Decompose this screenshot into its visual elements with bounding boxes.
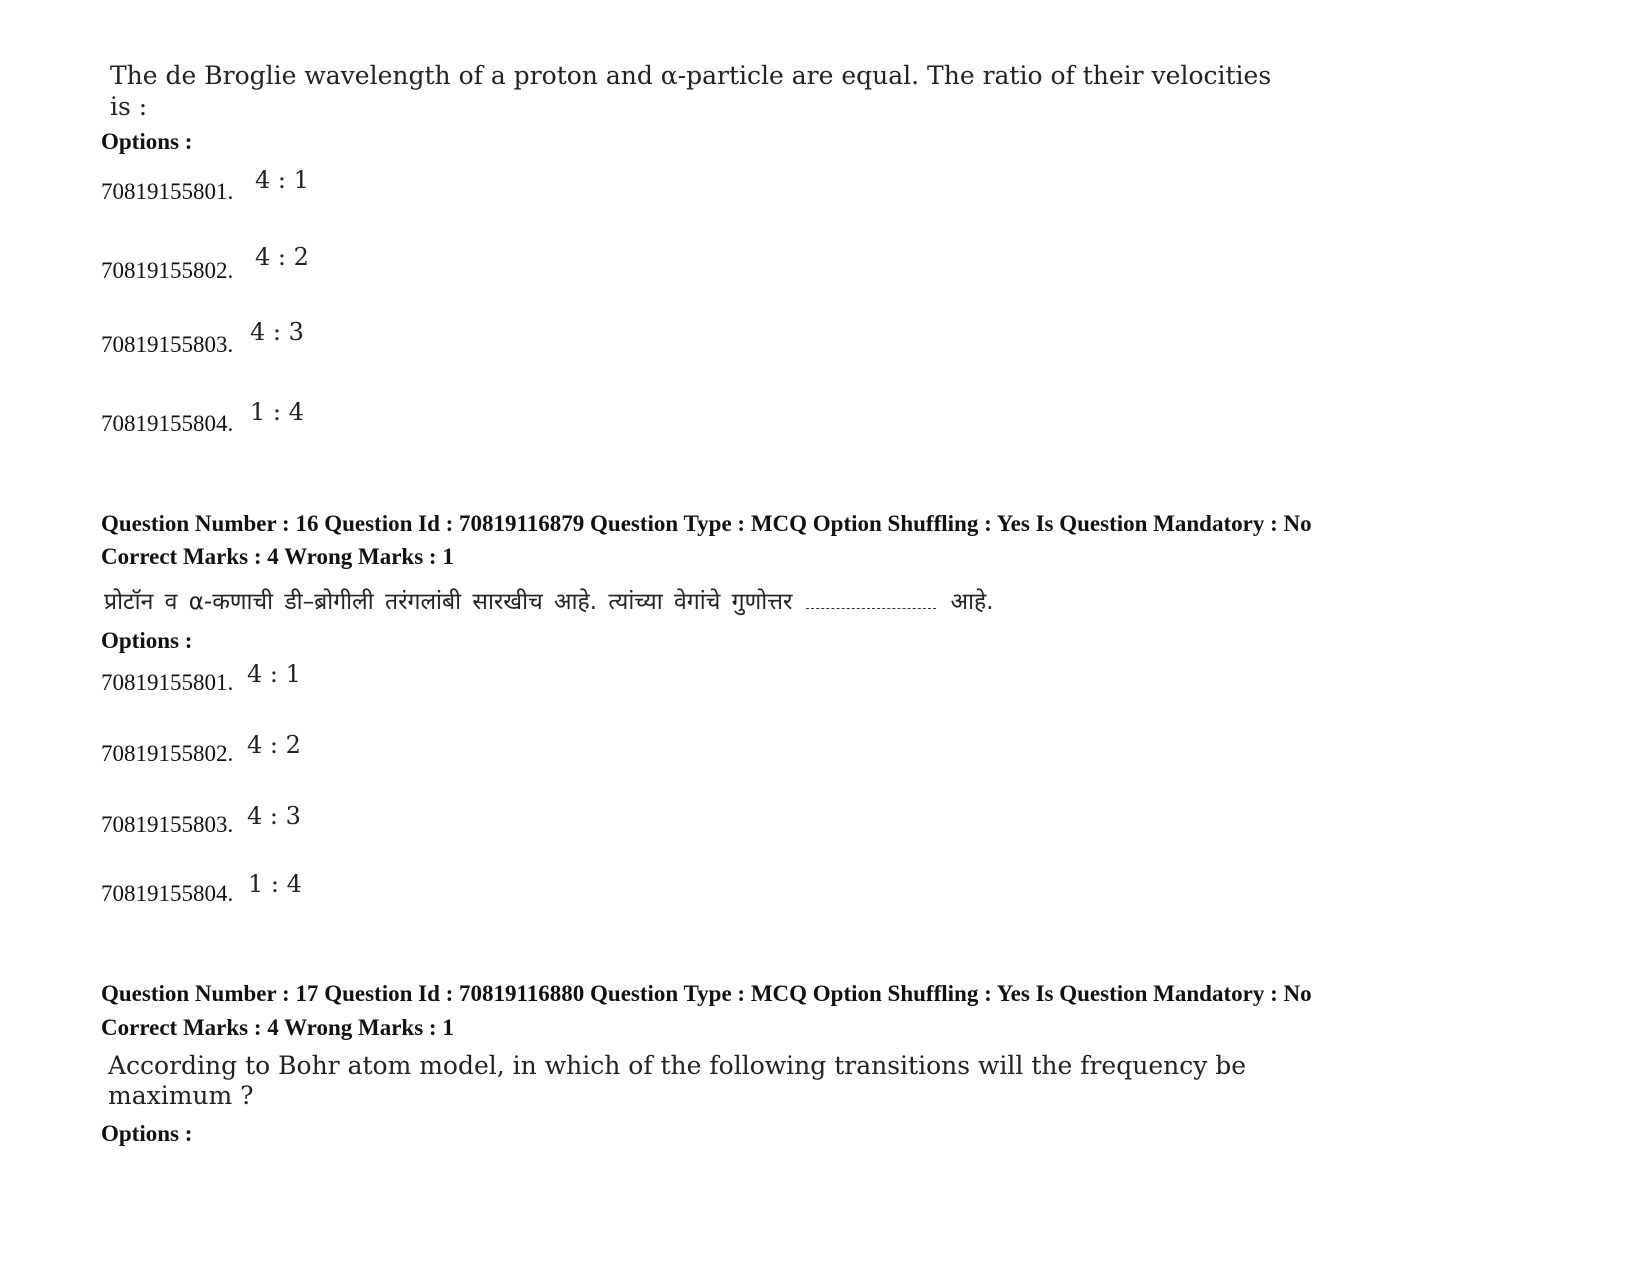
q15-option-4-id: 70819155804. bbox=[101, 411, 234, 436]
q15-option-2-value: 4 : 2 bbox=[255, 243, 309, 271]
q16-option-2-id: 70819155802. bbox=[101, 741, 234, 766]
q15-option-1-value: 4 : 1 bbox=[255, 166, 309, 194]
q16-text-after-blank: आहे. bbox=[950, 589, 994, 615]
q16-header-line2: Correct Marks : 4 Wrong Marks : 1 bbox=[101, 544, 454, 569]
q16-question-text bbox=[104, 584, 994, 616]
q16-option-1-value: 4 : 1 bbox=[247, 660, 301, 688]
q15-options-label: Options : bbox=[101, 129, 193, 154]
q16-options-label: Options : bbox=[101, 628, 193, 653]
q17-text-line1: According to Bohr atom model, in which of the following transitions will the frequency be bbox=[108, 1051, 1247, 1080]
q15-option-4-value: 1 : 4 bbox=[250, 398, 304, 426]
q16-option-4-value: 1 : 4 bbox=[248, 870, 302, 898]
q15-text-line2: is : bbox=[110, 92, 148, 121]
q17-header-line2: Correct Marks : 4 Wrong Marks : 1 bbox=[101, 1015, 454, 1040]
q15-option-3-id: 70819155803. bbox=[101, 332, 234, 357]
q16-text-before-blank: प्रोटॉन व α-कणाची डी–ब्रोगीली तरंगलांबी सारखीच आहे. त्यांच्या वेगांचे गुणोत्तर bbox=[104, 589, 793, 615]
q15-text-line1: The de Broglie wavelength of a proton and α-particle are equal. The ratio of their velocities bbox=[110, 61, 1272, 90]
q17-text-line2: maximum ? bbox=[108, 1081, 254, 1110]
q16-option-4-id: 70819155804. bbox=[101, 881, 234, 906]
q16-option-2-value: 4 : 2 bbox=[247, 731, 301, 759]
q16-header-line1: Question Number : 16 Question Id : 70819116879 Question Type : MCQ Option Shuffling : Yes Is Question Mandatory : No bbox=[101, 511, 1312, 536]
q15-option-1-id: 70819155801. bbox=[101, 179, 234, 204]
q15-option-2-id: 70819155802. bbox=[101, 258, 234, 283]
q16-option-3-id: 70819155803. bbox=[101, 812, 234, 837]
q17-options-label: Options : bbox=[101, 1121, 193, 1146]
q17-header-line1: Question Number : 17 Question Id : 70819116880 Question Type : MCQ Option Shuffling : Yes Is Question Mandatory : No bbox=[101, 981, 1312, 1006]
q16-option-3-value: 4 : 3 bbox=[247, 802, 301, 830]
q16-option-1-id: 70819155801. bbox=[101, 670, 234, 695]
q15-option-3-value: 4 : 3 bbox=[250, 318, 304, 346]
q16-answer-blank bbox=[806, 594, 936, 609]
